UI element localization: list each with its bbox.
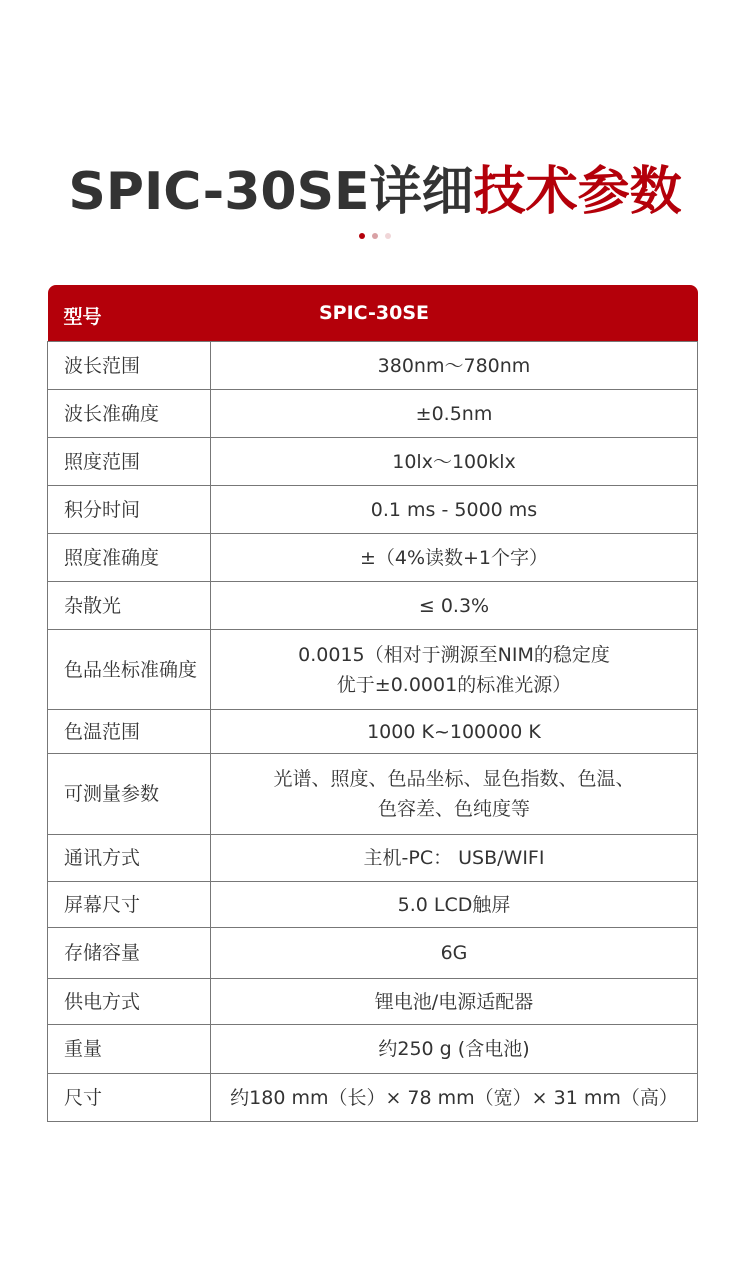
table-row [48, 835, 698, 882]
row-value [211, 486, 698, 534]
row-value-line: 约180 mm（长）× 78 mm（宽）× 31 mm（高） [230, 1086, 678, 1109]
table-row [48, 438, 698, 486]
row-value [211, 754, 698, 835]
table-row [48, 342, 698, 390]
row-value-line: ±0.5nm [415, 402, 493, 425]
row-label: 屏幕尺寸 [48, 882, 211, 928]
table-row [48, 1025, 698, 1074]
row-value-line: 约250 g (含电池) [378, 1038, 530, 1060]
row-value-line: 色容差、色纯度等 [377, 798, 530, 820]
row-value [211, 1025, 698, 1074]
dot-icon [359, 233, 365, 239]
decorative-dots [0, 233, 750, 239]
row-value [211, 390, 698, 438]
row-value-line: 优于±0.0001的标准光源） [336, 673, 572, 696]
row-value-line: 主机-PC： USB/WIFI [363, 847, 545, 869]
table-row [48, 630, 698, 710]
row-label: 杂散光 [48, 582, 211, 630]
row-value [211, 582, 698, 630]
row-value-line: 光谱、照度、色品坐标、显色指数、色温、 [273, 768, 635, 790]
row-label: 通讯方式 [48, 835, 211, 882]
row-value-line: 10lx～100klx [392, 450, 516, 473]
row-value [211, 835, 698, 882]
row-value-line: 1000 K~100000 K [367, 720, 541, 743]
row-label: 色温范围 [48, 710, 211, 754]
table-row [48, 882, 698, 928]
row-value [211, 882, 698, 928]
page-title [0, 157, 750, 227]
header-label: 型号 [48, 285, 211, 342]
row-value [211, 928, 698, 979]
table-header-row [48, 285, 698, 342]
page-title-main: SPIC-30SE详细 [68, 161, 474, 222]
row-label: 色品坐标准确度 [48, 630, 211, 710]
row-label: 可测量参数 [48, 754, 211, 835]
row-value-line: 5.0 LCD触屏 [397, 893, 511, 916]
table-row [48, 1074, 698, 1122]
table-row [48, 390, 698, 438]
row-value-line: 锂电池/电源适配器 [374, 990, 534, 1013]
row-value [211, 438, 698, 486]
row-value-line: 380nm～780nm [377, 354, 531, 377]
dot-icon [372, 233, 378, 239]
row-label: 尺寸 [48, 1074, 211, 1122]
table-row [48, 582, 698, 630]
table-row [48, 928, 698, 979]
table-row [48, 534, 698, 582]
row-label: 照度范围 [48, 438, 211, 486]
table-row [48, 710, 698, 754]
row-value [211, 342, 698, 390]
table-row [48, 754, 698, 835]
dot-icon [385, 233, 391, 239]
row-value [211, 630, 698, 710]
row-label: 波长范围 [48, 342, 211, 390]
row-value-line: 6G [440, 942, 468, 964]
row-value-line: ≤ 0.3% [418, 594, 490, 617]
row-value-line: 0.1 ms - 5000 ms [370, 498, 538, 521]
row-label: 照度准确度 [48, 534, 211, 582]
row-value [211, 710, 698, 754]
row-label: 积分时间 [48, 486, 211, 534]
row-value [211, 534, 698, 582]
row-value [211, 1074, 698, 1122]
spec-table [47, 285, 698, 1122]
page-title-accent: 技术参数 [473, 161, 682, 222]
row-value [211, 979, 698, 1025]
table-row [48, 979, 698, 1025]
row-value-line: 0.0015（相对于溯源至NIM的稳定度 [298, 643, 610, 666]
row-label: 供电方式 [48, 979, 211, 1025]
header-value: SPIC-30SE [211, 285, 698, 342]
row-label: 重量 [48, 1025, 211, 1074]
row-label: 波长准确度 [48, 390, 211, 438]
row-value-line: ±（4%读数+1个字） [359, 546, 549, 569]
row-label: 存储容量 [48, 928, 211, 979]
table-row [48, 486, 698, 534]
